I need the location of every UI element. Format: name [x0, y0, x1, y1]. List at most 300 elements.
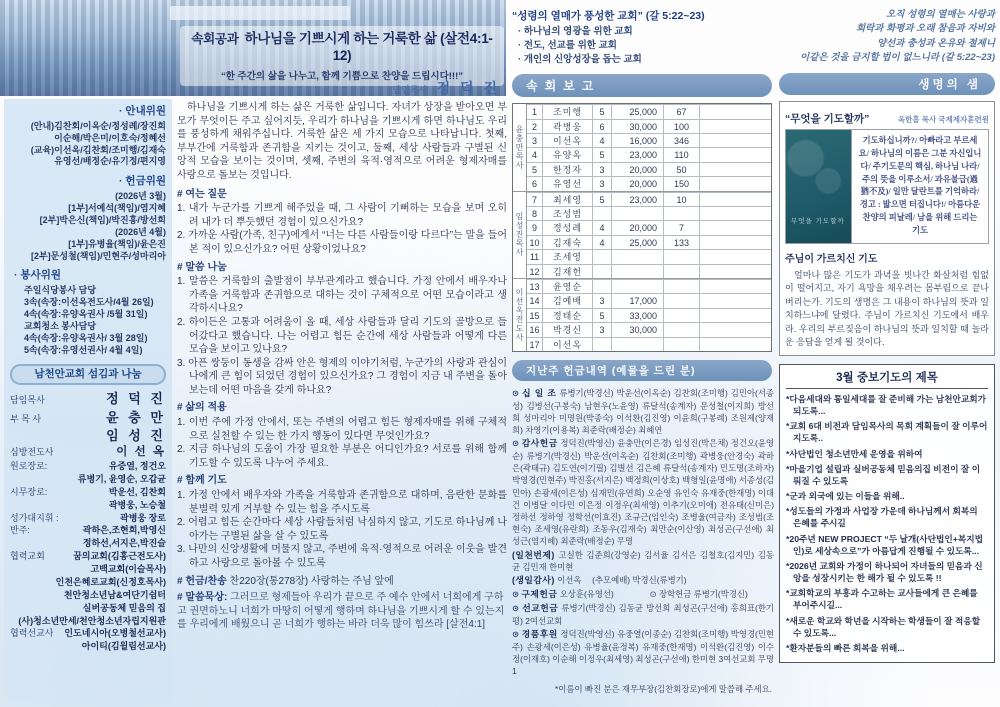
cell-extra	[664, 338, 700, 351]
book-cover-title: 무엇을 기도할까	[791, 217, 845, 225]
cell-extra: 110	[664, 148, 700, 161]
cell-amount	[612, 338, 664, 351]
cell-name: 조미행	[543, 105, 593, 118]
offering-bullet: ⊙	[512, 589, 520, 600]
lesson-body	[177, 101, 507, 632]
offering-committee-lines	[10, 191, 166, 262]
cell-note	[700, 236, 771, 249]
church-motto-title: “성령의 열매가 풍성한 교회” (갈 5:22~23)	[512, 10, 705, 22]
cell-extra	[664, 250, 700, 263]
service-committee-line: 4속(속장:유양옥권사/ 3월 28일)	[24, 332, 148, 343]
offering-names: 류병기(박경신) 박운선(이옥순) 김찬회(조미행) 김민아(서종성) 김병선(구봉숙) 남현우(노윤영) 류달석(송계자) 문성철(이지희) 방선희 성마리아 미명원(박종숙) 이석환(김진영) 이윤희(구봉례) 조원제(양재희) 차영기(이용복) 최준락(배정순) 최혜연	[512, 387, 775, 436]
role-label: 담임목사	[10, 395, 45, 406]
lesson-intro: 하나님을 기쁘시게 하는 삶은 거룩한 삶입니다. 자녀가 상장을 받아오면 부모가 무엇이든 주고 싶어지듯, 우리가 하나님을 기쁘시게 하면 하나님도 우리를 풍성하게 채워주십니다. 거룩한 삶은 세 가지 모습으로 나타납니다. 첫째, 부부간에 거룩함과 존귀함을 지키는 것이고, 둘째, 세상 사람들과 구별된 신앙적 모습을 보이는 것이며, 셋째, 주변의 육적·영적으로 어려운 형제자매를 사랑으로 돌보는 것입니다.	[177, 102, 507, 181]
cell-extra: 10	[664, 193, 700, 206]
cell-amount: 23,000	[612, 148, 664, 161]
role-value: 천안청소년남&여단기쉼터	[63, 589, 166, 600]
serving-role-row	[10, 390, 166, 407]
group-rows	[527, 104, 771, 190]
role-value: 이 선 옥	[116, 445, 166, 458]
report-column	[512, 8, 775, 695]
cell-note	[700, 280, 771, 293]
service-committee-line: 5속(속장:유영선권사/ 4월 4일)	[24, 344, 143, 355]
lesson-sections	[177, 188, 507, 571]
cell-note	[700, 177, 771, 190]
lesson-section-items	[177, 416, 507, 470]
group-rows	[527, 192, 771, 278]
cell-number: 11	[527, 250, 543, 263]
offering-names: 오상훈(유영선) ⊙ 장학헌금 류병기(박경신)	[559, 589, 748, 600]
serving-role-row	[10, 513, 166, 525]
cell-amount: 30,000	[612, 323, 664, 336]
serving-role-row	[10, 603, 166, 615]
cell-number: 12	[527, 265, 543, 278]
cell-note	[700, 294, 771, 307]
cell-number: 15	[527, 309, 543, 322]
lesson-title-block	[180, 26, 504, 86]
table-row	[527, 104, 771, 118]
offering-committee-line: (2026년 3월)	[115, 191, 166, 202]
guide-committee-line: (안내)김찬회/이옥순/정성례/장진희	[30, 120, 166, 131]
role-value: 유중열, 정건오	[108, 461, 166, 472]
article-title: 주님이 가르치신 기도	[785, 253, 878, 265]
cell-count: 6	[593, 120, 612, 133]
lesson-section-item: 2. 어렵고 힘든 순간마다 세상 사람들처럼 낙심하지 않고, 기도로 하나님께 나아가는 구별된 삶을 살 수 있도록	[177, 517, 507, 542]
serving-role-row	[10, 461, 166, 473]
role-value: 임 성 진	[106, 427, 166, 443]
verse-line: 희락과 화평과 오래 참음과 자비와	[855, 23, 995, 35]
report-group	[513, 278, 771, 351]
cell-name: 이선옥	[543, 338, 593, 351]
serving-role-row	[10, 616, 166, 628]
role-value: 곽병웅 장로	[120, 512, 166, 523]
lesson-section-title: # 말씀 나눔	[177, 261, 227, 273]
cell-name: 최세영	[543, 193, 593, 206]
serving-role-row	[10, 525, 166, 537]
cell-count: 3	[593, 294, 612, 307]
table-row	[527, 220, 771, 234]
role-value: 인천은혜로교회(신정호목사)	[55, 576, 166, 587]
book-feature-box	[779, 101, 995, 356]
cell-count	[593, 207, 612, 220]
guide-committee-line: 유영선/배정순/유기정/편지영	[54, 156, 166, 167]
table-row	[527, 176, 771, 190]
cell-amount	[612, 250, 664, 263]
role-label: 성가대지휘 :	[10, 512, 59, 523]
service-committee-line: 교회청소 봉사담당	[24, 320, 97, 331]
cell-count	[593, 265, 612, 278]
verse-line: 이같은 것을 금지할 법이 없느니라 (갈 5:22~23)	[800, 51, 995, 63]
cell-name: 정성례	[543, 221, 593, 234]
cell-name: 곽병웅	[543, 120, 593, 133]
prayer-item: *교회 6대 비전과 담임목사의 목회 계획들이 잘 이루어지도록..	[786, 421, 988, 444]
cell-name: 김예배	[543, 294, 593, 307]
service-committee-line: 주일식당봉사 담당	[24, 285, 97, 296]
guide-committee-section	[10, 105, 166, 168]
devotional-article	[785, 250, 989, 350]
service-committee-title: · 봉사위원	[10, 269, 166, 283]
prayer-item: *교회학교의 부흥과 수고하는 교사들에게 큰 은혜를 부어주시길...	[786, 588, 978, 611]
cell-number: 14	[527, 294, 543, 307]
table-row	[527, 279, 771, 293]
role-value: 인도네시아(오병철선교사)	[64, 628, 166, 639]
offering-entry	[512, 628, 774, 677]
group-leader-label: 임성진목사	[513, 192, 527, 278]
cell-count: 3	[593, 323, 612, 336]
cell-number: 9	[527, 221, 543, 234]
senior-pastor-line	[300, 78, 500, 98]
table-row	[527, 235, 771, 249]
cell-note	[700, 309, 771, 322]
book-title: “무엇을 기도할까”	[785, 113, 870, 125]
cell-note	[700, 250, 771, 263]
intercessory-prayer-box	[779, 364, 995, 663]
book-toc: 기도하십니까?/ 아빠라고 부르세요/ 하나님의 이름은 그분 자신입니다/ 주기도문의 핵심, 하나님 나라/ 주의 뜻을 이루소서/ 과유불급(過猶不及)/ 일만 달란트를 기억하라/ 경고 : 밟으면 터집니다!/ 아름다운 찬양의 피날레/ 남을 위해 드리는 기도	[858, 136, 982, 236]
offering-names: 정덕진(박영신) 윤충만(이은경) 임성진(박은채) 정건오(윤영순) 류병기(박경신) 박운선(이옥순) 김찬회(조미행) 곽병웅(안경숙) 곽하은(곽태규) 김도연(이기필) 김별선 김은혜 류달석(송계자) 민도명(조하자) 박영경(민현주) 박진홍(서지은) 백정희(이상호) 백형일(윤명애) 서종성(김민아) 손광세(이은성) 심재민(유연희) 오순영 유인숙 유재중(한재명) 이대건 이병달 이다민 이은정 이정우(최세영) 이추기(오미애) 전유태(신미은) 정하선 정하영 정학선(이효진) 조규근(임인숙) 조병울(여금자) 조성범(조현숙) 조세영(유란희) 조동우(김재숙) 최만순(이산영) 최성곤(구선애) 최성근(염지혜) 최준락(배정순) 무명	[512, 438, 775, 547]
lesson-subtitle: “한 주간의 삶을 나누고, 함께 기쁨으로 찬양을 드립시다!!!”	[220, 70, 463, 82]
serving-role-row	[10, 500, 166, 512]
cell-name: 김재숙	[543, 236, 593, 249]
cell-count	[593, 250, 612, 263]
serving-role-row	[10, 641, 166, 653]
cell-note	[700, 120, 771, 133]
prayer-items	[786, 393, 988, 654]
offering-bullet: ⊙	[512, 438, 520, 449]
prayer-box-title: 3월 중보기도의 제목	[786, 369, 988, 389]
cell-note	[700, 221, 771, 234]
cell-name: 정태순	[543, 309, 593, 322]
offering-names: 류병기(박경신) 김동균 방선희 최성곤(구선애) 홍희표(한기평) 2여선교회	[512, 602, 775, 626]
cell-number: 2	[527, 120, 543, 133]
offering-entry	[512, 387, 774, 436]
cell-count: 4	[593, 134, 612, 147]
hymn-line	[177, 575, 507, 589]
role-value: (사)청소년만세/천안청소년자립지원관	[18, 615, 166, 626]
role-value: 정 덕 진	[106, 391, 166, 407]
cell-number: 6	[527, 177, 543, 190]
role-value: 정하선,서지은,박진슬	[82, 538, 166, 549]
role-label: 원로장로:	[10, 461, 48, 472]
cell-number: 3	[527, 134, 543, 147]
cell-note	[700, 323, 771, 336]
cell-number: 1	[527, 105, 543, 118]
cell-number: 7	[527, 193, 543, 206]
table-row	[527, 249, 771, 263]
offering-committee-line: (2026년 4월)	[115, 226, 166, 237]
offering-label: (생일감사)	[512, 575, 555, 586]
offering-bullet: ⊙	[512, 602, 520, 613]
church-motto-item: · 전도, 선교를 위한 교회	[512, 39, 772, 53]
book-cover-image	[786, 130, 852, 243]
group-rows	[527, 279, 771, 351]
guide-committee-title: · 안내위원	[10, 105, 166, 119]
lesson-section	[177, 261, 507, 398]
cell-count	[593, 338, 612, 351]
cell-extra: 100	[664, 120, 700, 133]
role-value: 곽병웅, 노승철	[108, 499, 166, 510]
role-label: 반주:	[10, 525, 30, 536]
prayer-item: *2026년 교회와 가정이 하나되어 자녀들의 믿음과 신앙을 성장시키는 한 해가 될 수 있도록 !!	[786, 560, 983, 584]
book-publisher: 옥한흠 목사 국제제자훈련원	[897, 115, 989, 124]
role-value: 꿈의교회(김홍근전도사)	[73, 551, 166, 562]
cell-number: 8	[527, 207, 543, 220]
offering-label: 경품후원	[521, 628, 558, 639]
spring-of-life-header: 생명의 샘	[779, 73, 995, 95]
cell-amount: 20,000	[612, 221, 664, 234]
cell-count: 4	[593, 236, 612, 249]
offerings-footnote: *이름이 빠진 분은 재무부장(김찬회장로)에게 말씀해 주세요.	[555, 684, 772, 695]
cell-note	[700, 148, 771, 161]
cell-count: 5	[593, 148, 612, 161]
cell-amount: 17,000	[612, 294, 664, 307]
offering-names: 고실한 김준희(강영순) 김서율 김서은 김철호(김지민) 김동균 김민재 한미현	[512, 549, 774, 573]
cell-number: 17	[527, 338, 543, 351]
table-row	[527, 308, 771, 322]
cell-name: 유영선	[543, 177, 593, 190]
cell-extra	[664, 207, 700, 220]
lesson-section-item: 3. 아픈 쌍둥이 동생을 감싸 안은 형제의 이야기처럼, 누군가의 사랑과 관심이 나에게 큰 힘이 되었던 경험이 있으신가요? 그 경험이 지금 내 주변을 돌아보는데 어떤 마음을 갖게 하나요?	[177, 357, 507, 396]
serving-section-title: 남천안교회 섬김과 나눔	[10, 364, 166, 386]
book-header	[785, 111, 989, 126]
service-committee-line: 4속(속장:유양옥권사 /5월 31일)	[24, 309, 148, 320]
role-value: 고백교회(이슬목사)	[90, 564, 166, 575]
offering-committee-title: · 헌금위원	[10, 175, 166, 189]
lesson-section-items	[177, 489, 507, 571]
offerings-header: 지난주 헌금내역 (예물을 드린 분)	[512, 360, 772, 381]
lesson-section-item: 1. 가정 안에서 배우자와 가족을 거룩함과 존귀함으로 대하며, 음란한 문화를 분별력 있게 거부할 수 있는 힘을 주시도록	[177, 490, 507, 515]
prayer-item: *마을기업 설립과 실버공동체 믿음의집 비전이 잘 이뤄질 수 있도록	[786, 463, 981, 486]
cell-count: 5	[593, 193, 612, 206]
cell-name: 박경신	[543, 323, 593, 336]
offering-committee-section	[10, 175, 166, 262]
table-row	[527, 337, 771, 351]
offering-entry	[512, 437, 774, 547]
prayer-item: *다음세대와 통일세대를 잘 준비해 가는 남천안교회가 되도록...	[786, 393, 987, 417]
article-body: 얼마나 많은 기도가 과녁을 빗나간 화살처럼 힘없이 떨어지고, 자기 욕망을 채우려는 몸부림으로 끝나버리는가. 기도의 생명은 그 내용이 하나님의 뜻과 일치하느냐에 달렸다. 주님이 가르치신 기도에서 배우라. 우리의 부르짖음이 하나님의 뜻과 일치할 때 놀라운 응답을 얻게 될 것이다.	[785, 269, 989, 348]
cell-extra: 133	[664, 236, 700, 249]
prayer-item: *20주년 NEW PROJECT “두 날개(사단법인+복지법인)로 세상속으로”가 아름답게 진행될 수 있도록...	[786, 533, 984, 556]
role-value: 곽하은,조현희,박영신	[82, 525, 166, 536]
meditation-title: # 말씀묵상:	[177, 592, 228, 604]
serving-role-row	[10, 409, 166, 426]
book-row	[785, 129, 989, 244]
service-committee-line: 3속(속장:이선옥전도사/4월 26일)	[24, 297, 154, 308]
cell-extra: 150	[664, 177, 700, 190]
cell-note	[700, 193, 771, 206]
cell-extra: 67	[664, 105, 700, 118]
guide-committee-line: 이순해/박은미/이호숙/정혜선	[54, 132, 166, 143]
offering-label: 선교헌금	[522, 602, 559, 613]
serving-role-row	[10, 538, 166, 550]
prayer-item: *군과 외국에 있는 이들을 위해..	[786, 491, 905, 502]
role-value: 실버공동체 믿음의 집	[82, 602, 166, 613]
cell-count: 3	[593, 163, 612, 176]
cell-note	[700, 207, 771, 220]
left-sidebar	[4, 99, 172, 703]
cell-extra: 7	[664, 221, 700, 234]
role-value: 박운선, 김찬회	[108, 486, 166, 497]
service-committee-section	[10, 269, 166, 356]
role-value: 아이티(김윌림선교사)	[81, 641, 166, 652]
lesson-section-items	[177, 275, 507, 397]
verse-line: 양선과 충성과 온유와 절제니	[876, 37, 995, 49]
cell-count: 5	[593, 309, 612, 322]
devotional-column	[779, 8, 995, 663]
offering-entry	[512, 574, 774, 587]
serving-role-row	[10, 577, 166, 589]
offering-label: 구제헌금	[521, 589, 558, 600]
lesson-title-text: 하나님을 기쁘시게 하는 거룩한 삶 (살전4:1-12)	[244, 31, 493, 63]
lesson-section-title: # 여는 질문	[177, 188, 227, 200]
serving-role-row	[10, 564, 166, 576]
offering-bullet: ⊙	[512, 387, 520, 398]
offering-entry	[512, 549, 774, 574]
prayer-item: *새로운 학교와 학년을 시작하는 학생들이 잘 적응할 수 있도록...	[786, 615, 981, 638]
congregation-photo	[0, 0, 506, 96]
cell-name: 조성범	[543, 207, 593, 220]
cell-number: 4	[527, 148, 543, 161]
lesson-section-item: 2. 가까운 사람(가족, 친구)에게서 “너는 다른 사람들이랑 다르다”는 말을 들어본 적이 있으신가요? 어떤 상황이었나요?	[177, 230, 507, 255]
cell-note	[700, 338, 771, 351]
cell-number: 13	[527, 280, 543, 293]
table-row	[527, 133, 771, 147]
lesson-section	[177, 474, 507, 570]
role-label: 협력선교사	[10, 628, 54, 639]
cell-note	[700, 163, 771, 176]
hymn-text: 찬220장(통278장) 사랑하는 주님 앞에	[229, 575, 394, 587]
verse-line: 오직 성령의 열매는 사랑과	[886, 9, 995, 20]
serving-role-row	[10, 551, 166, 563]
cell-extra: 346	[664, 134, 700, 147]
photo-banner	[170, 6, 350, 20]
cell-number: 10	[527, 236, 543, 249]
role-value: 류병기, 윤영순, 오갑균	[77, 473, 166, 484]
serving-role-row	[10, 628, 166, 640]
offerings-list	[512, 387, 774, 677]
lesson-section-items	[177, 202, 507, 256]
lesson-section-item: 3. 나만의 신앙생활에 머물지 않고, 주변에 육적·영적으로 어려운 이웃을 발견하고 사랑으로 돌아볼 수 있도록	[177, 544, 507, 569]
prayer-item: *성도들의 가정과 사업장 가운데 하나님께서 회복의 은혜를 주시길	[786, 506, 978, 529]
cell-amount: 20,000	[612, 177, 664, 190]
lesson-section-item: 1. 내가 누군가를 기쁘게 해주었을 때, 그 사람이 기뻐하는 모습을 보며 오히려 내가 더 뿌듯했던 경험이 있으신가요?	[177, 203, 507, 228]
cell-amount: 30,000	[612, 120, 664, 133]
cell-name: 김재헌	[543, 265, 593, 278]
cell-amount	[612, 207, 664, 220]
meditation-line	[177, 591, 507, 632]
cell-amount: 23,000	[612, 193, 664, 206]
cell-amount: 33,000	[612, 309, 664, 322]
role-label: 시무장로:	[10, 486, 48, 497]
group-leader-label: 윤충만목사	[513, 104, 527, 190]
cell-extra: 50	[664, 163, 700, 176]
guide-committee-line: (교육)이선옥/김찬회/조미행/김재숙	[30, 144, 166, 155]
cell-count: 5	[593, 105, 612, 118]
serving-role-row	[10, 474, 166, 486]
lesson-section-item: 1. 말씀은 거룩함의 출발점이 부부관계라고 했습니다. 가정 안에서 배우자나 가족을 거룩함과 존귀함으로 대하는 것이 구체적으로 어떤 모습이라고 생각하시나요?	[177, 276, 507, 315]
cell-amount	[612, 265, 664, 278]
offering-committee-line: [2부]박은신(책임)/박진홍/방선희	[39, 214, 166, 225]
lesson-title	[186, 31, 498, 65]
cell-name: 이선옥	[543, 134, 593, 147]
report-group	[513, 104, 771, 190]
serving-role-row	[10, 590, 166, 602]
table-row	[527, 293, 771, 307]
table-row	[527, 192, 771, 206]
course-label: 속회공과	[191, 32, 239, 46]
offering-committee-line: [2부]문성철(책임)/민현주/성마리아	[30, 250, 166, 261]
serving-role-row	[10, 487, 166, 499]
cell-extra	[664, 265, 700, 278]
lesson-section-item: 1. 이번 주에 가정 안에서, 또는 주변의 어렵고 힘든 형제자매를 위해 구체적으로 실천할 수 있는 한 가지 행동이 있다면 무엇인가요?	[177, 417, 507, 442]
table-row	[527, 322, 771, 336]
cell-note	[700, 265, 771, 278]
cell-report-header: 속회보고	[512, 74, 772, 97]
serving-role-row	[10, 427, 166, 444]
lesson-section-title: # 삶의 적용	[177, 402, 227, 414]
cell-amount: 20,000	[612, 163, 664, 176]
cell-extra	[664, 280, 700, 293]
cell-extra	[664, 294, 700, 307]
table-row	[527, 147, 771, 161]
cell-name: 유양옥	[543, 148, 593, 161]
fruit-of-spirit-verse	[779, 8, 995, 65]
cell-name: 윤영순	[543, 280, 593, 293]
cell-amount: 25,000	[612, 236, 664, 249]
offering-committee-line: [1부]유병율(책임)/윤은진	[68, 238, 166, 249]
table-row	[527, 264, 771, 278]
service-committee-lines	[10, 285, 166, 356]
cell-amount: 16,000	[612, 134, 664, 147]
table-row	[527, 206, 771, 220]
pastor-label: 담임목사	[392, 85, 428, 95]
cell-extra	[664, 309, 700, 322]
cell-note	[700, 105, 771, 118]
cell-name: 조세영	[543, 250, 593, 263]
serving-roles-list	[10, 390, 166, 653]
offering-names: 정덕진(박영신) 유중열(이종순) 김찬회(조미행) 박영경(민현주) 손광세(이은성) 유병율(윤정복) 유재중(한재명) 이석환(김진영) 이수정(이재호) 이순해 이정우(최세영) 최성곤(구선애) 한미현 3여선교회 무명1	[512, 628, 775, 676]
cell-number: 16	[527, 323, 543, 336]
offering-bullet: ⊙	[512, 628, 520, 639]
lesson-section-title: # 함께 기도	[177, 475, 227, 487]
cell-number: 5	[527, 163, 543, 176]
lesson-section-item: 2. 하이든은 고통과 어려움이 올 때, 세상 사람들과 달리 기도의 골방으로 들어갔다고 했습니다. 나는 어렵고 힘든 순간에 세상 사람들과 어떻게 다른 모습을 보이고 있나요?	[177, 316, 507, 356]
role-label: 심방전도사	[10, 446, 54, 457]
offering-label: (일천번제)	[512, 549, 555, 560]
lesson-section-item: 2. 지금 하나님의 도움이 가장 필요한 부분은 어디인가요? 서로를 위해 함께 기도할 수 있도록 나누어 주세요.	[177, 444, 507, 469]
cell-note	[700, 134, 771, 147]
pastor-name: 정 덕 진	[436, 80, 500, 96]
church-motto-list	[512, 25, 772, 66]
cell-name: 한정자	[543, 163, 593, 176]
meditation-text: 그러므로 형제들아 우리가 끝으로 주 예수 안에서 너희에게 구하고 권면하노니 너희가 마땅히 어떻게 행하며 하나님을 기쁘시게 할 수 있는지를 우리에게 배웠으니 곧 너희가 행하는 바라 더욱 많이 힘쓰라 [살전4:1]	[177, 592, 505, 631]
group-leader-label: 이선옥전도사	[513, 279, 527, 351]
church-motto-item: · 하나님의 영광을 위한 교회	[512, 25, 772, 39]
table-row	[527, 162, 771, 176]
role-value: 윤 충 만	[106, 409, 166, 425]
cell-count	[593, 280, 612, 293]
role-label: 협력교회	[10, 551, 45, 562]
cell-extra	[664, 323, 700, 336]
church-motto-item: · 개인의 신앙성장을 돕는 교회	[512, 53, 772, 67]
offering-label: 감사헌금	[521, 438, 558, 449]
cell-amount: 25,000	[612, 105, 664, 118]
cell-count: 4	[593, 221, 612, 234]
hymn-title: # 헌금/찬송	[177, 575, 227, 587]
offering-names: 이선옥 (추모예배) 박경신(류병기)	[557, 575, 687, 586]
offering-committee-line: [1부]서예석(책임)/염지혜	[68, 203, 166, 214]
offering-label: 십 일 조	[522, 387, 557, 398]
table-row	[527, 119, 771, 133]
